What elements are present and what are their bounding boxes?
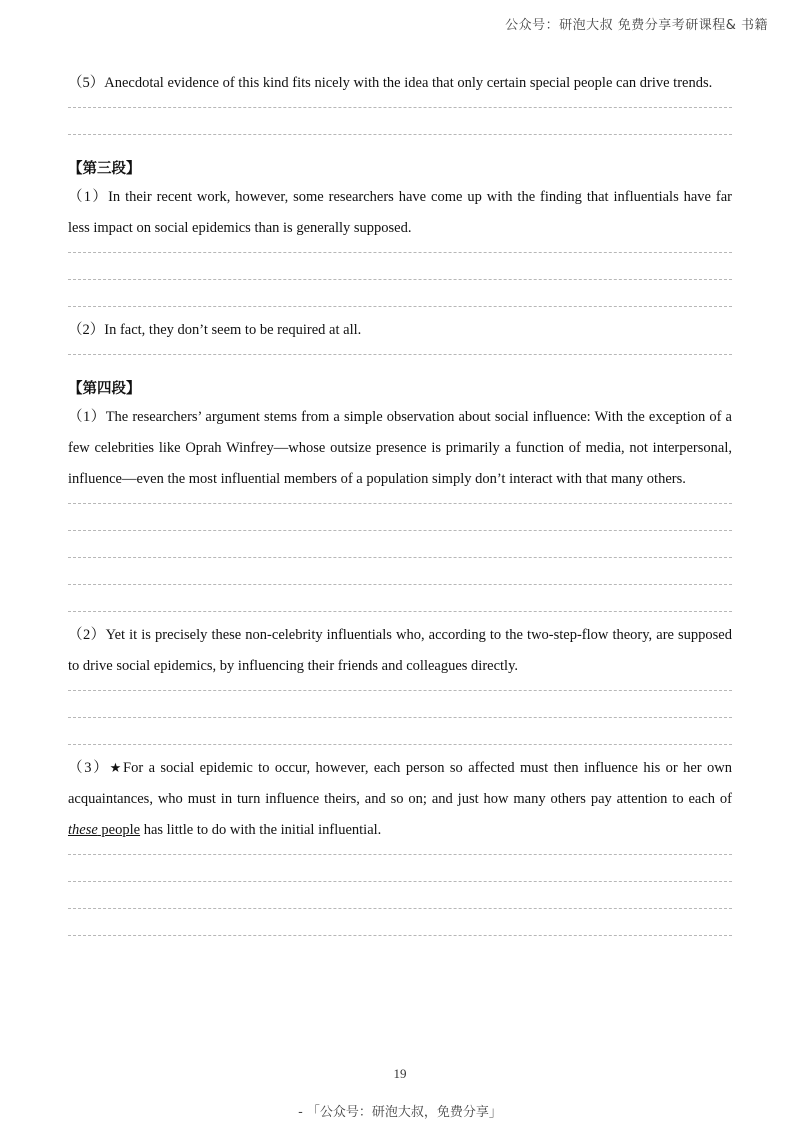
blank-line xyxy=(68,107,732,108)
sentence-p3-1: （1）In their recent work, however, some researchers have come up with the finding that influentials have far less impact on social epidemics than is generally supposed. xyxy=(68,189,732,236)
blank-lines xyxy=(68,252,732,307)
page-number: 19 xyxy=(393,1066,407,1081)
blank-line xyxy=(68,279,732,280)
blank-line xyxy=(68,881,732,882)
blank-lines xyxy=(68,503,732,612)
section-heading-4: 【第四段】 xyxy=(68,381,141,397)
sentence-p4-2: （2）Yet it is precisely these non-celebrity influentials who, according to the two-step-flow theory, are supposed to drive social epidemics, by influencing their friends and colleagues directly. xyxy=(68,627,732,674)
blank-line xyxy=(68,584,732,585)
blank-line xyxy=(68,717,732,718)
blank-line xyxy=(68,908,732,909)
sentence-text: For a social epidemic to occur, however, each person so affected must then influence his or her own acquaintances, who must in turn influence theirs, and so on; and just how many others pay attention to each of xyxy=(68,760,733,807)
blank-lines xyxy=(68,854,732,936)
blank-line xyxy=(68,306,732,307)
blank-line xyxy=(68,744,732,745)
blank-lines xyxy=(68,354,732,355)
header-watermark: 公众号：研泡大叔 免费分享考研课程& 书籍 xyxy=(505,18,768,33)
sentence-p4-3 xyxy=(68,753,732,846)
blank-line xyxy=(68,935,732,936)
blank-line xyxy=(68,557,732,558)
underlined-word: people xyxy=(97,822,141,838)
blank-lines xyxy=(68,690,732,745)
section-heading-3: 【第三段】 xyxy=(68,161,141,177)
footer-watermark: - 「公众号：研泡大叔，免费分享」 xyxy=(298,1105,502,1120)
blank-line xyxy=(68,354,732,355)
sentence-p3-2: （2）In fact, they don’t seem to be required at all. xyxy=(68,322,362,338)
blank-line xyxy=(68,503,732,504)
blank-lines xyxy=(68,107,732,135)
blank-line xyxy=(68,690,732,691)
sentence-number: （3） xyxy=(68,760,110,776)
blank-line xyxy=(68,134,732,135)
emphasized-word: these xyxy=(68,822,98,838)
blank-line xyxy=(68,854,732,855)
blank-line xyxy=(68,611,732,612)
sentence-text: has little to do with the initial influential. xyxy=(140,822,382,838)
star-icon: ★ xyxy=(109,761,124,776)
blank-line xyxy=(68,530,732,531)
sentence-p4-1: （1）The researchers’ argument stems from a simple observation about social influence: With the exception of a few celebrities like Oprah Winfrey—whose outsize presence is primarily a function of media, not interpersonal, influence—even the most influential members of a population simply don’t interact with that many others. xyxy=(68,409,732,487)
page-content xyxy=(68,68,732,944)
blank-line xyxy=(68,252,732,253)
sentence-p2-5: （5）Anecdotal evidence of this kind fits nicely with the idea that only certain special people can drive trends. xyxy=(68,75,713,91)
